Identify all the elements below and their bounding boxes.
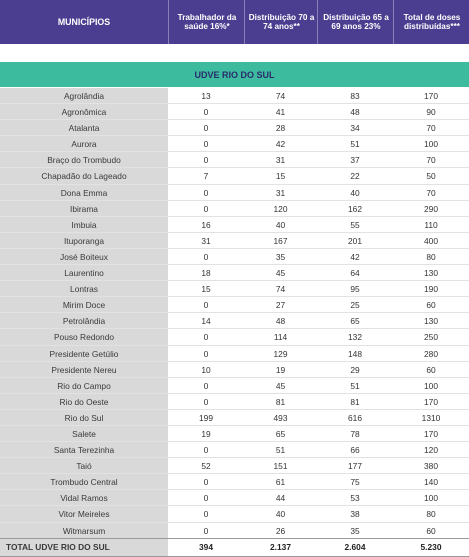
trabalhador-cell: 0 — [203, 477, 209, 488]
trabalhador-cell: 18 — [201, 268, 211, 279]
trabalhador-cell: 0 — [203, 251, 209, 262]
trabalhador-cell: 0 — [203, 139, 209, 150]
municipio-cell: Braço do Trombudo — [0, 152, 168, 167]
distribuicao-65-69-cell: 65 — [350, 316, 360, 327]
total-doses-cell: 100 — [424, 139, 438, 150]
table-row — [0, 394, 469, 410]
distribuicao-65-69-cell: 48 — [350, 107, 360, 118]
distribuicao-65-69-cell: 37 — [350, 155, 360, 166]
trabalhador-cell: 52 — [201, 461, 211, 472]
municipio-cell: Presidente Nereu — [0, 362, 168, 377]
distribuicao-65-69-cell: 81 — [350, 396, 360, 407]
municipio-cell: Chapadão do Lageado — [0, 168, 168, 183]
distribuicao-70-74-cell: 31 — [275, 187, 286, 198]
distribuicao-70-74-cell: 45 — [275, 380, 286, 391]
table-row — [0, 442, 469, 458]
table-row — [0, 362, 469, 378]
total-doses-cell: 120 — [424, 445, 438, 456]
distribuicao-65-69-cell: 51 — [350, 139, 360, 150]
table-row — [0, 201, 469, 217]
table-row — [0, 233, 469, 249]
trabalhador-cell: 0 — [203, 203, 209, 214]
total-doses-cell: 280 — [424, 348, 438, 359]
header-distribuicao-65-69: Distribuição 65 a 69 anos 23% — [317, 0, 394, 44]
distribuicao-65-69-cell: 51 — [350, 380, 360, 391]
distribuicao-65-69-cell: 162 — [348, 203, 362, 214]
distribuicao-70-74-cell: 120 — [273, 203, 288, 214]
municipio-cell: Pouso Redondo — [0, 329, 168, 344]
table-row — [0, 88, 469, 104]
distribuicao-70-74-cell: 74 — [275, 91, 286, 101]
distribuicao-65-69-cell: 38 — [350, 509, 360, 520]
distribuicao-70-74-cell: 65 — [275, 428, 286, 439]
trabalhador-cell: 31 — [201, 235, 211, 246]
distribuicao-70-74-cell: 51 — [275, 445, 286, 456]
total-doses-cell: 70 — [426, 155, 436, 166]
municipio-cell: Agronômica — [0, 104, 168, 119]
table-row — [0, 378, 469, 394]
table-row — [0, 104, 469, 120]
municipio-cell: Laurentino — [0, 265, 168, 280]
trabalhador-cell: 0 — [203, 525, 209, 536]
municipio-cell: Witmarsum — [0, 523, 168, 538]
municipio-cell: Rio do Oeste — [0, 394, 168, 409]
trabalhador-cell: 16 — [201, 219, 211, 230]
distribuicao-70-74-cell: 74 — [275, 284, 286, 295]
distribuicao-65-69-cell: 64 — [350, 268, 360, 279]
distribuicao-65-69-cell: 55 — [350, 219, 360, 230]
total-doses-cell: 70 — [426, 123, 436, 134]
total-doses-cell: 100 — [424, 493, 438, 504]
distribuicao-70-74-cell: 35 — [275, 251, 286, 262]
distribuicao-65-69-cell: 78 — [350, 428, 360, 439]
header-distribuicao-70-74: Distribuição 70 a 74 anos** — [244, 0, 318, 44]
section-title: UDVE RIO DO SUL — [0, 62, 469, 87]
table-row — [0, 426, 469, 442]
table-row — [0, 329, 469, 345]
total-doses-cell: 290 — [424, 203, 438, 214]
total-label: TOTAL UDVE RIO DO SUL — [0, 539, 168, 556]
table-row — [0, 152, 469, 168]
municipio-cell: José Boiteux — [0, 249, 168, 264]
table-row — [0, 136, 469, 152]
municipio-cell: Aurora — [0, 136, 168, 151]
distribuicao-65-69-cell: 40 — [350, 187, 360, 198]
trabalhador-cell: 10 — [201, 364, 211, 375]
trabalhador-cell: 14 — [201, 316, 211, 327]
trabalhador-cell: 0 — [203, 155, 209, 166]
municipio-cell: Petrolândia — [0, 313, 168, 328]
distribuicao-70-74-cell: 19 — [275, 364, 286, 375]
trabalhador-cell: 7 — [203, 171, 209, 182]
distribuicao-70-74-cell: 114 — [273, 332, 288, 343]
trabalhador-cell: 0 — [203, 509, 209, 520]
table-row — [0, 490, 469, 506]
distribuicao-70-74-cell: 45 — [275, 268, 286, 279]
total-doses-cell: 170 — [424, 428, 438, 439]
total-doses-cell: 130 — [424, 316, 438, 327]
total-doses-cell: 1310 — [421, 412, 441, 423]
municipio-cell: Salete — [0, 426, 168, 441]
municipio-cell: Agrolândia — [0, 88, 168, 103]
total-doses-cell: 60 — [426, 364, 436, 375]
header-municipios: MUNICÍPIOS — [57, 16, 111, 27]
trabalhador-cell: 199 — [199, 412, 213, 423]
municipio-cell: Trombudo Central — [0, 474, 168, 489]
total-65-69: 2.604 — [344, 542, 366, 552]
table-row — [0, 168, 469, 184]
distribuicao-65-69-cell: 29 — [350, 364, 360, 375]
header-trabalhador-saude: Trabalhador da saúde 16%* — [168, 0, 245, 44]
total-doses-cell: 130 — [424, 268, 438, 279]
total-doses-cell: 100 — [424, 380, 438, 391]
distribuicao-70-74-cell: 129 — [273, 348, 288, 359]
municipio-cell: Atalanta — [0, 120, 168, 135]
total-doses-cell: 60 — [426, 525, 436, 536]
distribuicao-65-69-cell: 201 — [348, 235, 362, 246]
municipio-cell: Mirim Doce — [0, 297, 168, 312]
distribuicao-70-74-cell: 493 — [273, 412, 288, 423]
table-row — [0, 474, 469, 490]
municipio-cell: Taió — [0, 458, 168, 473]
distribuicao-70-74-cell: 28 — [275, 123, 286, 134]
distribuicao-65-69-cell: 95 — [350, 284, 360, 295]
table-row — [0, 313, 469, 329]
municipio-cell: Dona Emma — [0, 185, 168, 200]
trabalhador-cell: 0 — [203, 107, 209, 118]
distribuicao-70-74-cell: 44 — [275, 493, 286, 504]
total-doses-cell: 80 — [426, 509, 436, 520]
distribuicao-70-74-cell: 61 — [275, 477, 286, 488]
total-doses-cell: 80 — [426, 251, 436, 262]
total-doses-cell: 70 — [426, 187, 436, 198]
distribuicao-65-69-cell: 616 — [348, 412, 362, 423]
total-trabalhador: 394 — [199, 542, 213, 552]
municipio-cell: Santa Terezinha — [0, 442, 168, 457]
total-doses-cell: 60 — [426, 300, 436, 311]
distribuicao-65-69-cell: 42 — [350, 251, 360, 262]
trabalhador-cell: 0 — [203, 300, 209, 311]
distribuicao-70-74-cell: 151 — [273, 461, 288, 472]
municipio-cell: Imbuia — [0, 217, 168, 232]
total-doses-cell: 170 — [424, 396, 438, 407]
table-row — [0, 265, 469, 281]
distribuicao-65-69-cell: 66 — [350, 445, 360, 456]
total-doses: 5.230 — [420, 542, 442, 552]
municipio-cell: Vitor Meireles — [0, 506, 168, 521]
distribuicao-70-74-cell: 26 — [275, 525, 286, 536]
table-body — [0, 88, 469, 539]
distribuicao-65-69-cell: 132 — [348, 332, 362, 343]
trabalhador-cell: 0 — [203, 123, 209, 134]
distribuicao-65-69-cell: 34 — [350, 123, 360, 134]
header-total-doses: Total de doses distribuídas*** — [393, 0, 469, 44]
trabalhador-cell: 15 — [201, 284, 211, 295]
trabalhador-cell: 0 — [203, 396, 209, 407]
distribuicao-65-69-cell: 177 — [348, 461, 362, 472]
total-doses-cell: 170 — [424, 91, 438, 101]
municipio-cell: Ibirama — [0, 201, 168, 216]
distribuicao-65-69-cell: 25 — [350, 300, 360, 311]
table-header — [0, 0, 469, 44]
trabalhador-cell: 0 — [203, 187, 209, 198]
municipio-cell: Vidal Ramos — [0, 490, 168, 505]
distribuicao-70-74-cell: 15 — [275, 171, 286, 182]
total-doses-cell: 400 — [424, 235, 438, 246]
municipio-cell: Lontras — [0, 281, 168, 296]
municipio-cell: Presidente Getúlio — [0, 346, 168, 361]
distribuicao-70-74-cell: 41 — [275, 107, 286, 118]
table-row — [0, 297, 469, 313]
distribuicao-70-74-cell: 48 — [275, 316, 286, 327]
total-doses-cell: 110 — [424, 219, 438, 230]
trabalhador-cell: 19 — [201, 428, 211, 439]
table-row — [0, 281, 469, 297]
table-row — [0, 523, 469, 539]
trabalhador-cell: 0 — [203, 445, 209, 456]
table-row — [0, 458, 469, 474]
distribuicao-65-69-cell: 53 — [350, 493, 360, 504]
table-row — [0, 217, 469, 233]
total-doses-cell: 380 — [424, 461, 438, 472]
table-row — [0, 249, 469, 265]
distribuicao-65-69-cell: 83 — [350, 91, 360, 101]
table-row — [0, 120, 469, 136]
table-row — [0, 346, 469, 362]
total-row — [0, 538, 469, 557]
distribuicao-65-69-cell: 35 — [350, 525, 360, 536]
total-doses-cell: 90 — [426, 107, 436, 118]
total-doses-cell: 250 — [424, 332, 438, 343]
table-row — [0, 410, 469, 426]
total-70-74: 2.137 — [270, 542, 291, 552]
total-doses-cell: 50 — [426, 171, 436, 182]
trabalhador-cell: 0 — [203, 348, 209, 359]
trabalhador-cell: 0 — [203, 493, 209, 504]
table-row — [0, 506, 469, 522]
distribuicao-70-74-cell: 81 — [275, 396, 286, 407]
table-row — [0, 185, 469, 201]
total-doses-cell: 190 — [424, 284, 438, 295]
distribuicao-65-69-cell: 148 — [348, 348, 362, 359]
trabalhador-cell: 13 — [201, 91, 211, 101]
distribuicao-70-74-cell: 42 — [275, 139, 286, 150]
distribuicao-70-74-cell: 40 — [275, 509, 286, 520]
trabalhador-cell: 0 — [203, 332, 209, 343]
distribuicao-65-69-cell: 75 — [350, 477, 360, 488]
trabalhador-cell: 0 — [203, 380, 209, 391]
total-doses-cell: 140 — [424, 477, 438, 488]
distribuicao-70-74-cell: 27 — [275, 300, 286, 311]
municipio-cell: Rio do Campo — [0, 378, 168, 393]
distribuicao-65-69-cell: 22 — [350, 171, 360, 182]
municipio-cell: Rio do Sul — [0, 410, 168, 425]
municipio-cell: Ituporanga — [0, 233, 168, 248]
distribuicao-70-74-cell: 40 — [275, 219, 286, 230]
distribuicao-70-74-cell: 167 — [273, 235, 288, 246]
distribuicao-70-74-cell: 31 — [275, 155, 286, 166]
